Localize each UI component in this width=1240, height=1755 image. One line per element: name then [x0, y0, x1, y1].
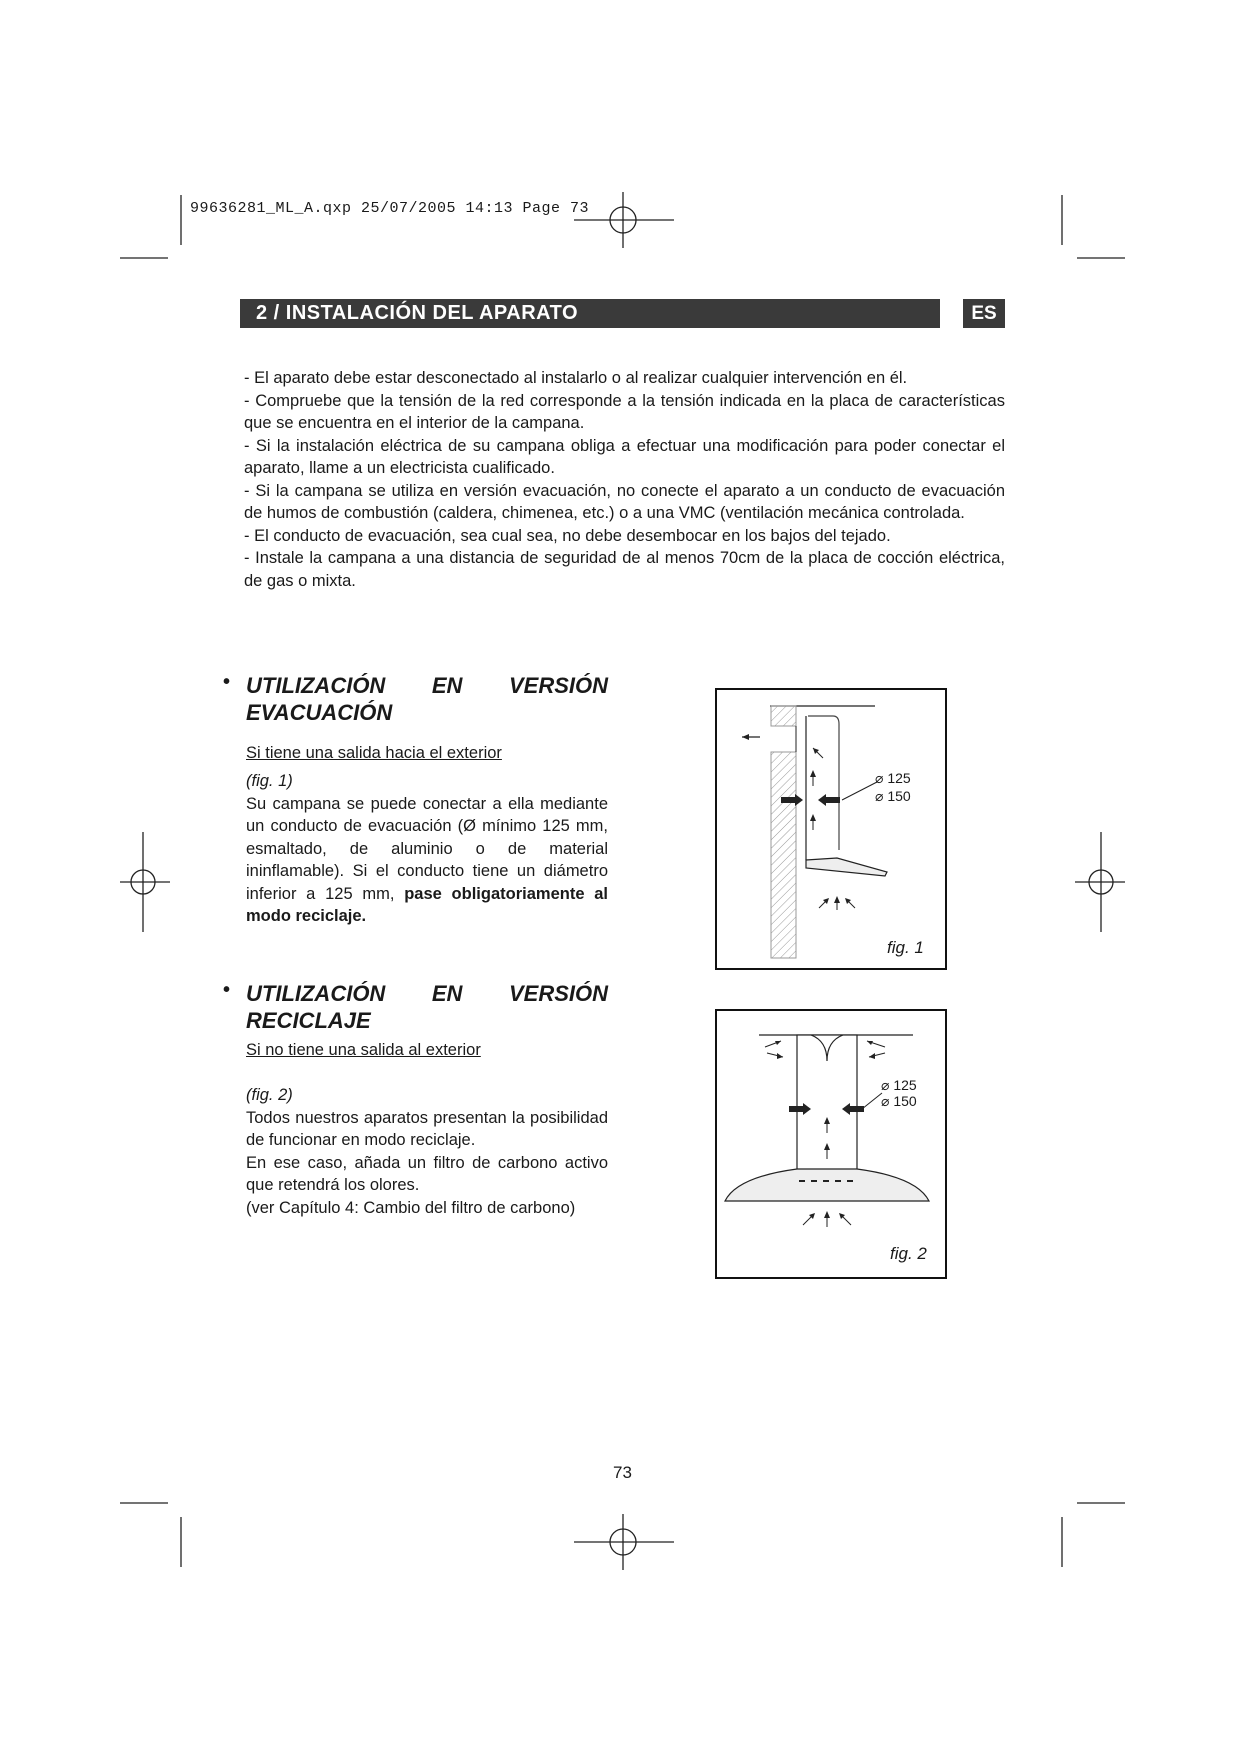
section-body	[246, 770, 608, 928]
figure-1	[715, 688, 947, 970]
body-text: En ese caso, añada un filtro de carbono activo que retendrá los olores.	[246, 1153, 608, 1194]
intro-item: - Si la instalación eléctrica de su campana obliga a efectuar una modificación para poder conectar el aparato, llame a un electricista cualificado.	[244, 436, 1005, 477]
body-text: (ver Capítulo 4: Cambio del filtro de carbono)	[246, 1198, 576, 1217]
diameter-125: ⌀ 125	[881, 1077, 917, 1093]
section-title-recycling: UTILIZACIÓN EN VERSIÓN RECICLAJE	[246, 981, 608, 1033]
body-text: Todos nuestros aparatos presentan la posibilidad de funcionar en modo reciclaje.	[246, 1108, 608, 1149]
bullet-icon: •	[223, 671, 231, 693]
hood-evacuation-diagram	[717, 690, 945, 968]
fig-reference: (fig. 2)	[246, 1086, 293, 1104]
page-number: 73	[613, 1463, 632, 1482]
diameter-150: ⌀ 150	[875, 788, 911, 804]
hood-recycling-diagram	[717, 1011, 945, 1277]
section-body	[246, 1084, 608, 1219]
intro-item: - Si la campana se utiliza en versión evacuación, no conecte el aparato a un conducto de evacuación de humos de combustión (caldera, chimenea, etc.) o a una VMC (ventilación mecánica controlada.	[244, 481, 1005, 522]
print-slug: 99636281_ML_A.qxp 25/07/2005 14:13 Page 73	[190, 200, 590, 217]
diameter-150: ⌀ 150	[881, 1093, 917, 1109]
section-header: 2 / INSTALACIÓN DEL APARATO	[240, 299, 940, 328]
intro-item: - Instale la campana a una distancia de seguridad de al menos 70cm de la placa de cocción eléctrica, de gas o mixta.	[244, 549, 1005, 590]
body-text: Su campana se puede conectar a ella mediante un conducto de evacuación (Ø mínimo 125 mm, esmaltado, de aluminio o de material ininflamable). Si el conducto tiene un diámetro inferior a 125 mm,	[246, 794, 608, 903]
language-tab: ES	[963, 299, 1005, 328]
body-emphasis: pase obligatoriamente al modo reciclaje.	[246, 884, 608, 925]
intro-item: - El aparato debe estar desconectado al instalarlo o al realizar cualquier intervención en él.	[244, 369, 908, 387]
figure-label: fig. 2	[890, 1244, 927, 1263]
intro-instructions	[244, 367, 1005, 592]
diameter-125: ⌀ 125	[875, 770, 911, 786]
figure-2	[715, 1009, 947, 1279]
fig-reference: (fig. 1)	[246, 772, 293, 790]
section-subtitle: Si no tiene una salida al exterior	[246, 1041, 481, 1059]
section-subtitle: Si tiene una salida hacia el exterior	[246, 744, 502, 762]
intro-item: - Compruebe que la tensión de la red corresponde a la tensión indicada en la placa de características que se encuentra en el interior de la campana.	[244, 391, 1005, 432]
figure-label: fig. 1	[887, 938, 924, 957]
bullet-icon: •	[223, 979, 231, 1001]
intro-item: - El conducto de evacuación, sea cual sea, no debe desembocar en los bajos del tejado.	[244, 526, 891, 545]
section-title-evacuation: UTILIZACIÓN EN VERSIÓN EVACUACIÓN	[246, 673, 608, 725]
